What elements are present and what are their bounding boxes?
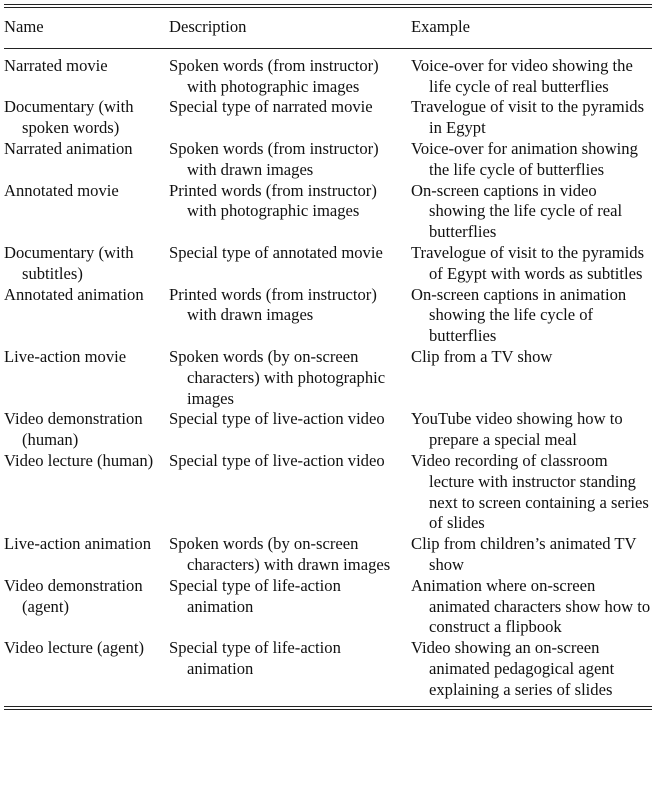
row-example-cell: Travelogue of visit to the pyramids in Egypt xyxy=(411,97,645,138)
row-description-cell: Special type of life-action animation xyxy=(169,575,341,616)
row-name-cell: Live-action movie xyxy=(4,346,127,366)
table-row xyxy=(4,97,652,139)
row-description-cell: Special type of live-action video xyxy=(169,450,385,470)
row-name-cell: Narrated movie xyxy=(4,55,108,75)
bottom-double-rule xyxy=(4,706,652,710)
table-row xyxy=(4,285,652,347)
row-example-cell: Video recording of classroom lecture with instructor standing next to screen containing a series of slides xyxy=(411,450,649,533)
table-row xyxy=(4,347,652,409)
row-example-cell: Animation where on-screen animated characters show how to construct a flipbook xyxy=(411,575,651,637)
row-example-cell: Voice-over for animation showing the life cycle of butterflies xyxy=(411,138,638,179)
header-name: Name xyxy=(4,17,44,36)
row-description-cell: Spoken words (from instructor) with drawn images xyxy=(169,138,379,179)
media-types-table xyxy=(4,8,652,701)
table-row xyxy=(4,139,652,181)
row-name-cell: Video demonstration (human) xyxy=(4,409,143,450)
row-name-cell: Video demonstration (agent) xyxy=(4,575,143,616)
row-example-cell: Clip from a TV show xyxy=(411,346,553,366)
media-types-table-container xyxy=(4,4,652,710)
table-row xyxy=(4,451,652,534)
table-header xyxy=(4,8,652,48)
row-name-cell: Narrated animation xyxy=(4,138,133,158)
row-example-cell: Travelogue of visit to the pyramids of Egypt with words as subtitles xyxy=(411,242,645,283)
row-example-cell: YouTube video showing how to prepare a special meal xyxy=(411,409,623,450)
header-row xyxy=(4,8,652,48)
row-description-cell: Special type of live-action video xyxy=(169,409,385,429)
table-row xyxy=(4,576,652,638)
row-description-cell: Spoken words (from instructor) with photographic images xyxy=(169,55,379,96)
row-name-cell: Documentary (with spoken words) xyxy=(4,97,134,138)
table-rows xyxy=(4,49,652,701)
row-description-cell: Spoken words (by on-screen characters) with drawn images xyxy=(169,534,391,574)
row-description-cell: Printed words (from instructor) with drawn images xyxy=(169,284,377,325)
table-row xyxy=(4,49,652,98)
row-example-cell: Video showing an on-screen animated pedagogical agent explaining a series of slides xyxy=(411,638,615,699)
row-description-cell: Special type of narrated movie xyxy=(169,97,373,117)
row-example-cell: Clip from children’s animated TV show xyxy=(411,534,637,574)
row-example-cell: Voice-over for video showing the life cycle of real butterflies xyxy=(411,55,633,96)
row-example-cell: On-screen captions in video showing the life cycle of real butterflies xyxy=(411,180,623,242)
row-name-cell: Live-action animation xyxy=(4,534,151,554)
row-name-cell: Video lecture (agent) xyxy=(4,638,144,658)
table-row xyxy=(4,181,652,243)
table-row xyxy=(4,638,652,700)
row-name-cell: Annotated animation xyxy=(4,284,144,304)
row-name-cell: Documentary (with subtitles) xyxy=(4,242,134,283)
table-row xyxy=(4,534,652,576)
header-description: Description xyxy=(169,17,247,36)
table-row xyxy=(4,409,652,451)
row-description-cell: Special type of annotated movie xyxy=(169,242,383,262)
row-description-cell: Special type of life-action animation xyxy=(169,638,341,678)
row-name-cell: Video lecture (human) xyxy=(4,450,154,470)
row-description-cell: Spoken words (by on-screen characters) with photographic images xyxy=(169,346,386,408)
table-row xyxy=(4,243,652,285)
row-name-cell: Annotated movie xyxy=(4,180,119,200)
header-example: Example xyxy=(411,17,470,36)
row-description-cell: Printed words (from instructor) with photographic images xyxy=(169,180,377,221)
row-example-cell: On-screen captions in animation showing the life cycle of butterflies xyxy=(411,284,627,346)
